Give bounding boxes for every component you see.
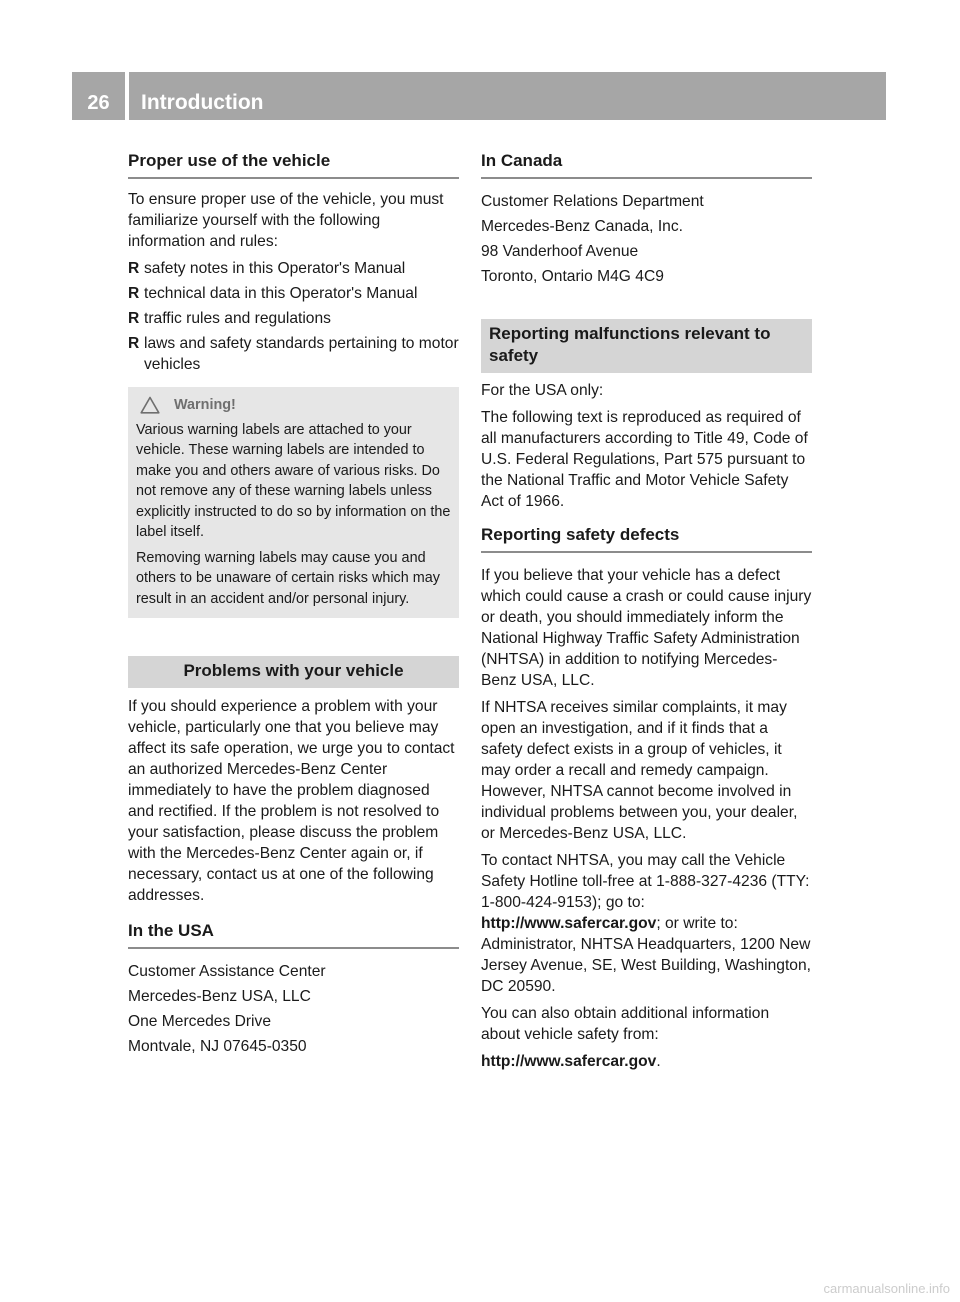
list-item: R safety notes in this Operator's Manual — [128, 260, 406, 277]
bullet-marker: R — [128, 285, 140, 302]
list-item: R laws and safety standards pertaining to motor vehicles — [128, 335, 459, 373]
watermark: carmanualsonline.info — [823, 1281, 950, 1296]
warning-text: Removing warning labels may cause you and others to be unaware of certain risks which may result in an accident and/or personal injury. — [136, 549, 440, 607]
list-item: R technical data in this Operator's Manual — [128, 285, 418, 302]
warning-header — [136, 395, 451, 416]
defects-url-line: http://www.safercar.gov. — [481, 1053, 661, 1070]
reporting-text: For the USA only: — [481, 382, 604, 399]
heading-proper-use: Proper use of the vehicle — [128, 150, 459, 179]
proper-use-intro: To ensure proper use of the vehicle, you must familiarize yourself with the following information and rules: — [128, 191, 444, 250]
address-line: One Mercedes Drive — [128, 1013, 271, 1030]
header-divider — [125, 72, 129, 120]
problems-text: If you should experience a problem with your vehicle, particularly one that you believe may affect its safe operation, we urge you to contact an authorized Mercedes-Benz Center immediately to have the problem diagnosed and rectified. If the problem is not resolved to your satisfaction, please discuss the problem with the Mercedes-Benz Center again or, if necessary, contact us at one of the following addresses. — [128, 698, 455, 904]
heading-usa: In the USA — [128, 920, 459, 949]
address-line: Customer Assistance Center — [128, 963, 326, 980]
defects-text: If you believe that your vehicle has a defect which could cause a crash or could cause injury or death, you should immediately inform the National Highway Traffic Safety Administration (NHTSA) in addition to notifying Mercedes-Benz USA, LLC. — [481, 567, 812, 689]
bullet-marker: R — [128, 310, 140, 327]
heading-reporting-malfunctions: Reporting malfunctions relevant to safety — [481, 319, 812, 373]
left-column — [128, 150, 459, 1061]
heading-canada: In Canada — [481, 150, 812, 179]
proper-use-list — [128, 258, 459, 375]
warning-text: Various warning labels are attached to your vehicle. These warning labels are intended to make you and others aware of various risks. Do not remove any of these warning labels unless explicitly instructed to do so by information on the label itself. — [136, 421, 451, 540]
page-number: 26 — [87, 92, 110, 114]
address-line: Customer Relations Department — [481, 193, 704, 210]
warning-title: Warning! — [174, 397, 236, 413]
bullet-marker: R — [128, 260, 140, 277]
defects-text: You can also obtain additional information about vehicle safety from: — [481, 1005, 770, 1043]
page-header — [72, 72, 886, 120]
address-line: Montvale, NJ 07645-0350 — [128, 1038, 307, 1055]
address-line: Mercedes-Benz USA, LLC — [128, 988, 311, 1005]
defects-contact: To contact NHTSA, you may call the Vehicle Safety Hotline toll-free at 1-888-327-4236 (TTY: 1-800-424-9153); go to: http://www.safercar.gov; or write to: Administrator, NHTSA Headquarters, 1200 New Jersey Avenue, SE, West Building, Washington, DC 20590. — [481, 852, 811, 995]
safercar-link[interactable]: http://www.safercar.gov — [481, 1053, 657, 1070]
defects-text: If NHTSA receives similar complaints, it may open an investigation, and if it finds that a safety defect exists in a group of vehicles, it may order a recall and remedy campaign. However, NHTSA cannot become involved in individual problems between you, your dealer, or Mercedes-Benz USA, LLC. — [481, 699, 798, 842]
warning-box — [128, 387, 459, 618]
warning-triangle-icon — [140, 396, 160, 414]
address-line: Mercedes-Benz Canada, Inc. — [481, 218, 683, 235]
right-column — [481, 150, 812, 1078]
address-line: Toronto, Ontario M4G 4C9 — [481, 268, 664, 285]
usa-address — [128, 961, 459, 1057]
address-line: 98 Vanderhoof Avenue — [481, 243, 639, 260]
list-item: R traffic rules and regulations — [128, 310, 331, 327]
canada-address — [481, 191, 812, 287]
heading-safety-defects: Reporting safety defects — [481, 524, 812, 553]
bullet-marker: R — [128, 335, 140, 352]
reporting-text: The following text is reproduced as required of all manufacturers according to Title 49, Code of U.S. Federal Regulations, Part 575 pursuant to the National Traffic and Motor Vehicle Safety Act of 1966. — [481, 409, 808, 510]
section-title: Introduction — [141, 91, 264, 114]
safercar-link[interactable]: http://www.safercar.gov — [481, 915, 657, 932]
heading-problems: Problems with your vehicle — [128, 656, 459, 688]
